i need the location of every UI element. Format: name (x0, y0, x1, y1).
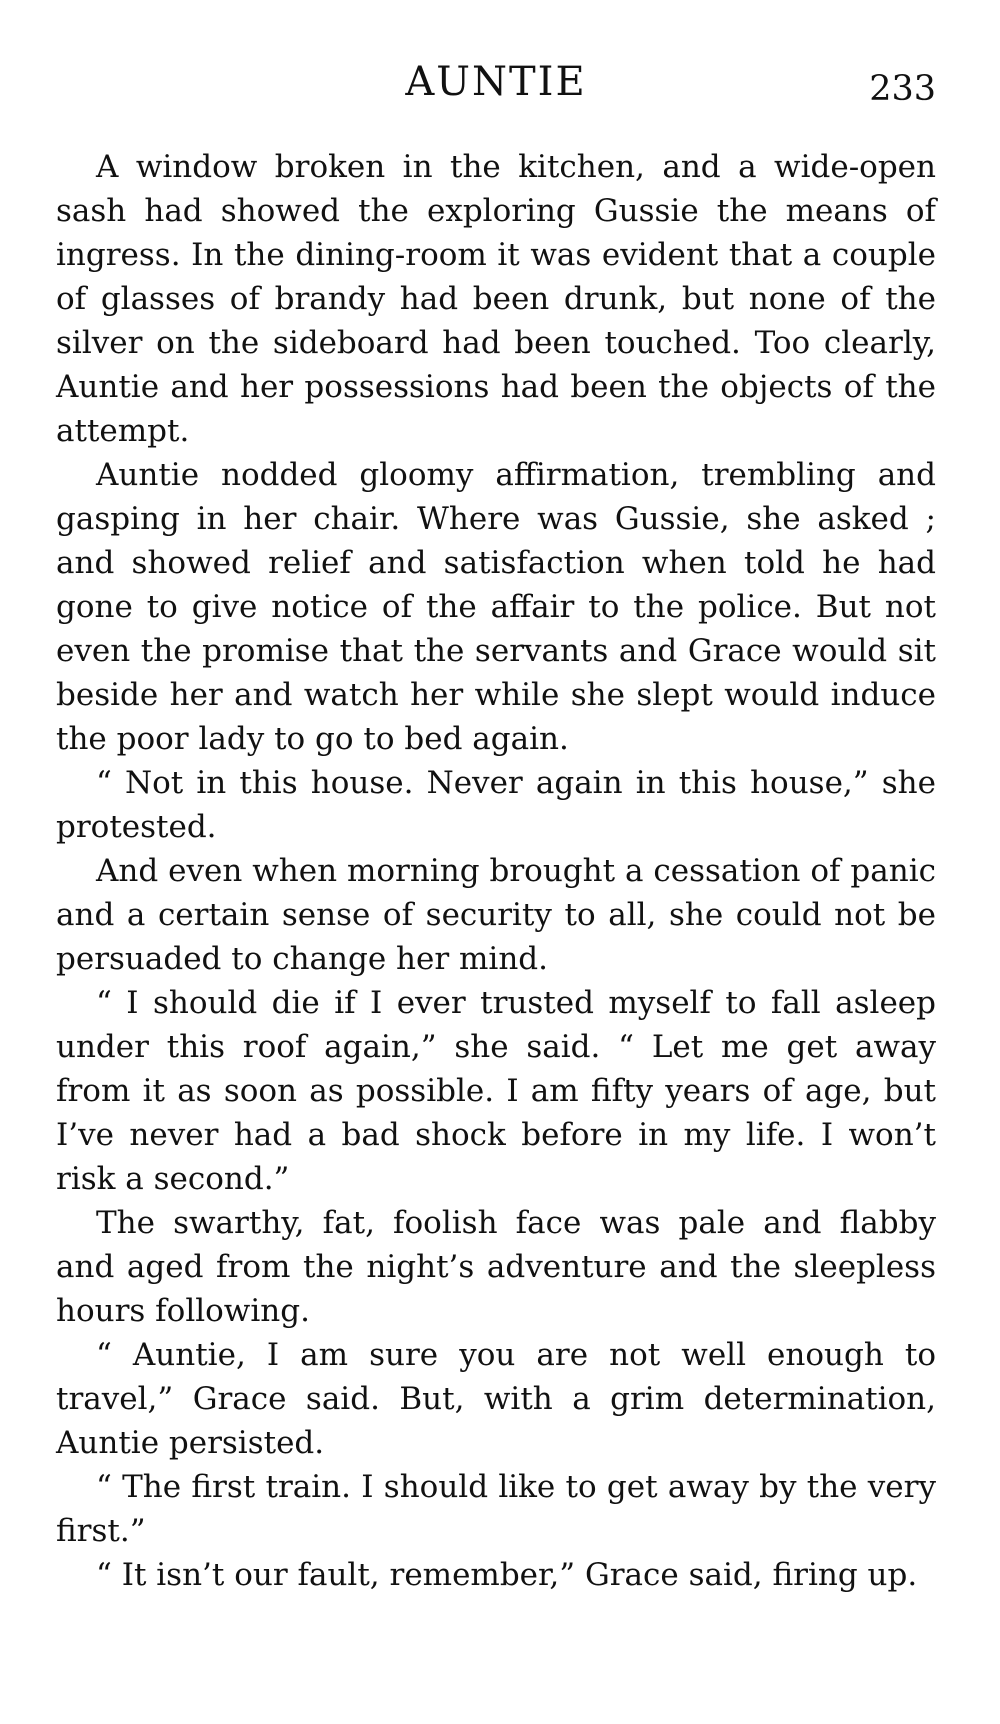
paragraph-1: A window broken in the kitchen, and a wide-open sash had showed the exploring Gussie the means of ingress. In the dining-room it was evident that a couple of glasses of brandy had been drunk, but none of the silver on the sideboard had been touched. Too clearly, Auntie and her possessions had been the objects of the attempt. (56, 149, 936, 449)
paragraph-9: “ It isn’t our fault, remember,” Grace said, firing up. (96, 1557, 918, 1593)
running-head (56, 58, 936, 118)
paragraph-4: And even when morning brought a cessation of panic and a certain sense of security to all, she could not be persuaded to change her mind. (56, 853, 936, 977)
paragraph-3: “ Not in this house. Never again in this house,” she protested. (56, 765, 936, 845)
paragraph-6: The swarthy, fat, foolish face was pale and flabby and aged from the night’s adventure and the sleepless hours following. (56, 1205, 936, 1329)
paragraph-8: “ The first train. I should like to get away by the very first.” (56, 1469, 936, 1549)
body-text (56, 145, 936, 1597)
paragraph-7: “ Auntie, I am sure you are not well enough to travel,” Grace said. But, with a grim determination, Auntie persisted. (56, 1337, 936, 1461)
page-number: 233 (869, 69, 936, 109)
paragraph-5: “ I should die if I ever trusted myself to fall asleep under this roof again,” she said. “ Let me get away from it as soon as possible. I am fifty years of age, but I’ve never had a bad shock before in my life. I won’t risk a second.” (56, 985, 936, 1197)
paragraph-2: Auntie nodded gloomy affirmation, trembling and gasping in her chair. Where was Gussie, she asked ; and showed relief and satisfaction when told he had gone to give notice of the affair to the police. But not even the promise that the servants and Grace would sit beside her and watch her while she slept would induce the poor lady to go to bed again. (56, 457, 936, 757)
running-title: AUNTIE (405, 59, 587, 105)
